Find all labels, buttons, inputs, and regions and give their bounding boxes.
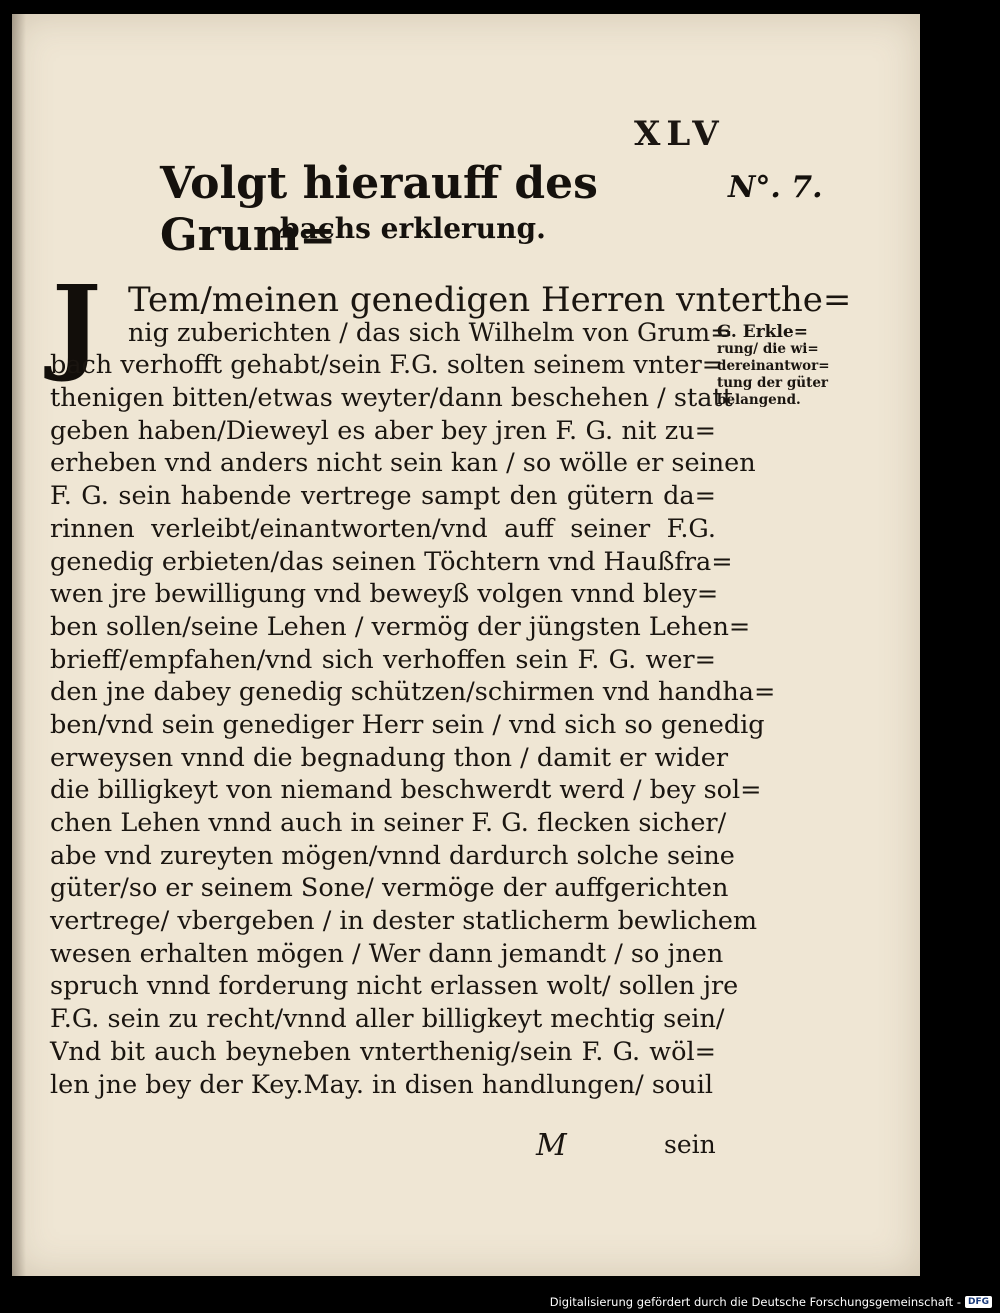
margin-note-line: tung der güter [717, 375, 829, 391]
footer-text: Digitalisierung gefördert durch die Deutsche Forschungsgemeinschaft - [549, 1295, 961, 1309]
page-title: Volgt hierauff des Grum= [160, 158, 598, 261]
dfg-logo-icon: DFG [965, 1296, 992, 1308]
text-line: thenigen bitten/etwas weyter/dann beschehen / statt [50, 383, 733, 414]
text-line: chen Lehen vnnd auch in seiner F. G. flecken sicher/ [50, 808, 727, 838]
document-number: N°. 7. [728, 170, 823, 205]
text-line: F.G. sein zu recht/vnnd aller billigkeyt mechtig sein/ [50, 1004, 725, 1035]
page-title-line2: bachs erklerung. [280, 212, 546, 245]
margin-note-line: dereinantwor= [717, 358, 830, 374]
text-line: abe vnd zureyten mögen/vnnd dardurch solche seine [50, 840, 735, 871]
text-line: ben sollen/seine Lehen / vermög der jüngsten Lehen= [50, 611, 751, 642]
text-line: nig zuberichten / das sich Wilhelm von Grum= [128, 317, 732, 348]
text-line: den jne dabey genedig schützen/schirmen vnd handha= [50, 677, 776, 708]
signature-mark: M [536, 1128, 567, 1163]
folio-number: XLV [634, 114, 725, 154]
text-line: erheben vnd anders nicht sein kan / so wölle er seinen [50, 448, 756, 479]
margin-note-line: G. Erkle= [717, 322, 808, 342]
text-line: Tem/meinen genedigen Herren vnterthe= [128, 280, 852, 320]
margin-note [717, 324, 847, 409]
text-line: ben/vnd sein genediger Herr sein / vnd sich so genedig [50, 709, 765, 740]
drop-capital: J [52, 262, 102, 385]
text-line: rinnen verleibt/einantworten/vnd auff seiner F.G. [50, 513, 716, 544]
text-line: wesen erhalten mögen / Wer dann jemandt / so jnen [50, 938, 724, 969]
text-line: vertrege/ vbergeben / in dester statlicherm bewlichem [50, 906, 758, 937]
text-line: bach verhofft gehabt/sein F.G. solten seinem vnter= [50, 350, 724, 381]
page-gutter-shadow [12, 14, 26, 1276]
text-line: die billigkeyt von niemand beschwerdt werd / bey sol= [50, 775, 762, 806]
text-line: geben haben/Dieweyl es aber bey jren F. G. nit zu= [50, 415, 716, 446]
text-line: brieff/empfahen/vnd sich verhoffen sein F. G. wer= [50, 644, 716, 675]
text-line: genedig erbieten/das seinen Töchtern vnd Haußfra= [50, 546, 733, 577]
catchword: sein [664, 1130, 716, 1159]
text-line: Vnd bit auch beyneben vnterthenig/sein F. G. wöl= [50, 1036, 716, 1067]
margin-note-line: belangend. [717, 392, 801, 408]
text-line: spruch vnnd forderung nicht erlassen wolt/ sollen jre [50, 971, 739, 1002]
text-line: wen jre bewilligung vnd beweyß volgen vnnd bley= [50, 579, 719, 610]
text-line: F. G. sein habende vertrege sampt den gütern da= [50, 481, 716, 512]
text-line: güter/so er seinem Sone/ vermöge der auffgerichten [50, 873, 729, 904]
footer-credit [550, 1295, 992, 1309]
text-line: erweysen vnnd die begnadung thon / damit er wider [50, 742, 729, 773]
text-line: len jne bey der Key.May. in disen handlungen/ souil [50, 1069, 714, 1100]
margin-note-line: rung/ die wi= [717, 341, 819, 357]
